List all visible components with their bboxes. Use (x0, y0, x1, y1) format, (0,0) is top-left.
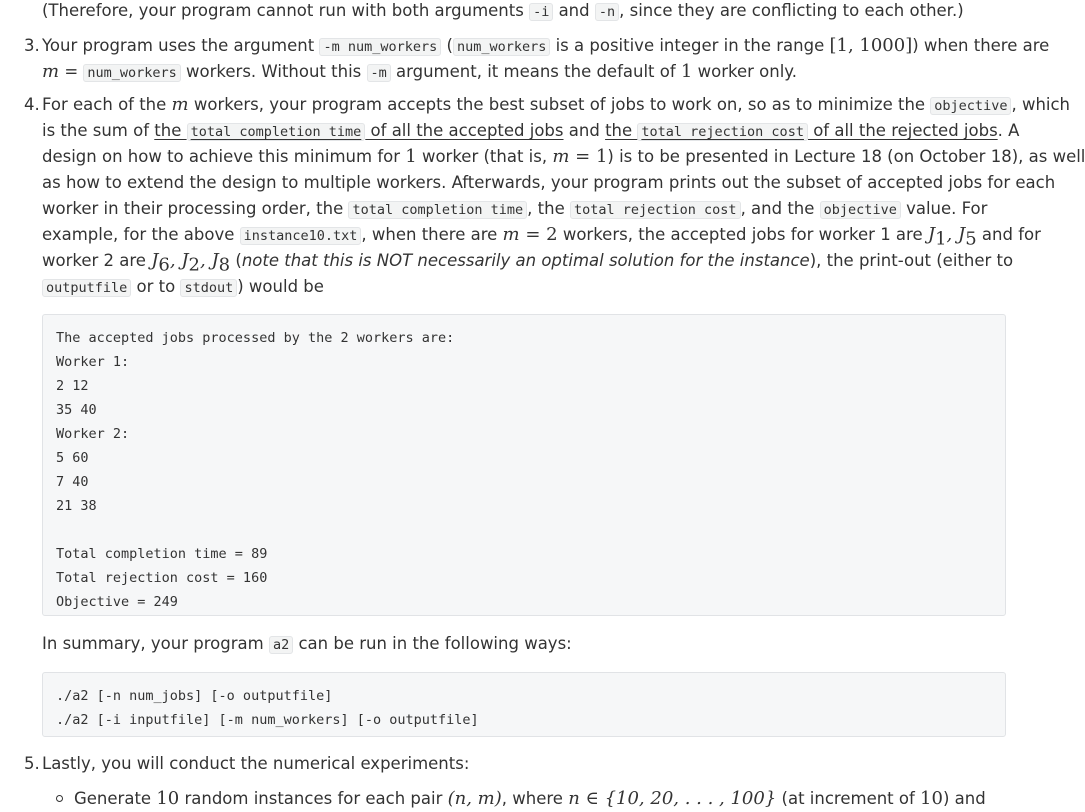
code-line: 21 38 (56, 498, 97, 514)
item-4-line-2: is the sum of the total completion time of all the accepted jobs and the total rejection cost of all the rejected jobs. A (42, 121, 1020, 140)
code-line: Total rejection cost = 160 (56, 570, 268, 586)
code-m-flag: -m (367, 64, 391, 82)
item-4-line-5: worker in their processing order, the total completion time , the total rejection cost , and the objective value. For (42, 199, 988, 218)
code-line: Worker 1: (56, 354, 130, 370)
conflict-note: (Therefore, your program cannot run with both arguments -i and -n , since they are conflicting to each other.) (42, 1, 964, 20)
code-stdout: stdout (180, 279, 237, 297)
bullet-circle-icon (56, 795, 63, 802)
item-4-line-1: For each of the m workers, your program accepts the best subset of jobs to work on, so as to minimize the objective , which (42, 94, 1071, 115)
code-total-rejection-cost: total rejection cost (637, 123, 808, 141)
code-instance10: instance10.txt (240, 227, 362, 245)
item-3-line-2: m = num_workers workers. Without this -m argument, it means the default of 1 worker only. (42, 61, 797, 82)
math-m: m (42, 61, 60, 82)
item-4-line-3: design on how to achieve this minimum for 1 worker (that is, m = 1) is to be presented in Lecture 18 (on October 18), as well (42, 146, 1085, 167)
usage-code-block (42, 672, 1006, 737)
code-line: ./a2 [-i inputfile] [-m num_workers] [-o outputfile] (56, 712, 479, 728)
code-line: The accepted jobs processed by the 2 workers are: (56, 330, 455, 346)
code-line: 2 12 (56, 378, 89, 394)
code-i-flag: -i (529, 3, 553, 21)
summary-line: In summary, your program a2 can be run in the following ways: (42, 634, 572, 653)
list-number-4: 4. (24, 95, 40, 114)
math-range: [1, 1000] (829, 35, 913, 56)
code-line: 35 40 (56, 402, 97, 418)
code-line: 5 60 (56, 450, 89, 466)
item-3-line-1: Your program uses the argument -m num_workers ( num_workers is a positive integer in the range [1, 1000]) when there are (42, 35, 1050, 56)
item-4-line-8: outputfile or to stdout ) would be (42, 274, 324, 301)
item-4-line-4: as how to extend the design to multiple workers. Afterwards, your program prints out the subset of accepted jobs for each (42, 173, 1056, 192)
italic-note: note that this is NOT necessarily an optimal solution for the instance (241, 251, 810, 270)
code-a2: a2 (269, 636, 293, 654)
code-total-completion-time: total completion time (187, 123, 366, 141)
list-number-5: 5. (24, 754, 40, 773)
code-line: 7 40 (56, 474, 89, 490)
code-num-workers-2: num_workers (83, 64, 180, 82)
code-outputfile: outputfile (42, 279, 131, 297)
item-4-line-7: worker 2 are $J_6$, $J_2$, $J_8$ (note that this is NOT necessarily an optimal solution for the instance), the print-out (either to (42, 250, 1014, 276)
code-n-flag: -n (595, 3, 619, 21)
code-num-workers: num_workers (453, 38, 550, 56)
list-number-3: 3. (24, 36, 40, 55)
code-line: Objective = 249 (56, 594, 178, 610)
code-objective: objective (930, 97, 1011, 115)
code-line: Worker 2: (56, 426, 130, 442)
output-code-block (42, 314, 1006, 616)
item-4-line-6: example, for the above instance10.txt , when there are m = 2 workers, the accepted jobs for worker 1 are $J_1$, $J_5$ and for (42, 224, 1041, 250)
code-line: ./a2 [-n num_jobs] [-o outputfile] (56, 688, 333, 704)
code-m-num-workers: -m num_workers (319, 38, 441, 56)
item-5-bullet-1: Generate 10 random instances for each pair (n, m), where n ∈ {10, 20, . . . , 100} (at increment of 10) and (74, 788, 986, 809)
item-5-text: Lastly, you will conduct the numerical experiments: (42, 754, 470, 773)
code-line: Total completion time = 89 (56, 546, 268, 562)
